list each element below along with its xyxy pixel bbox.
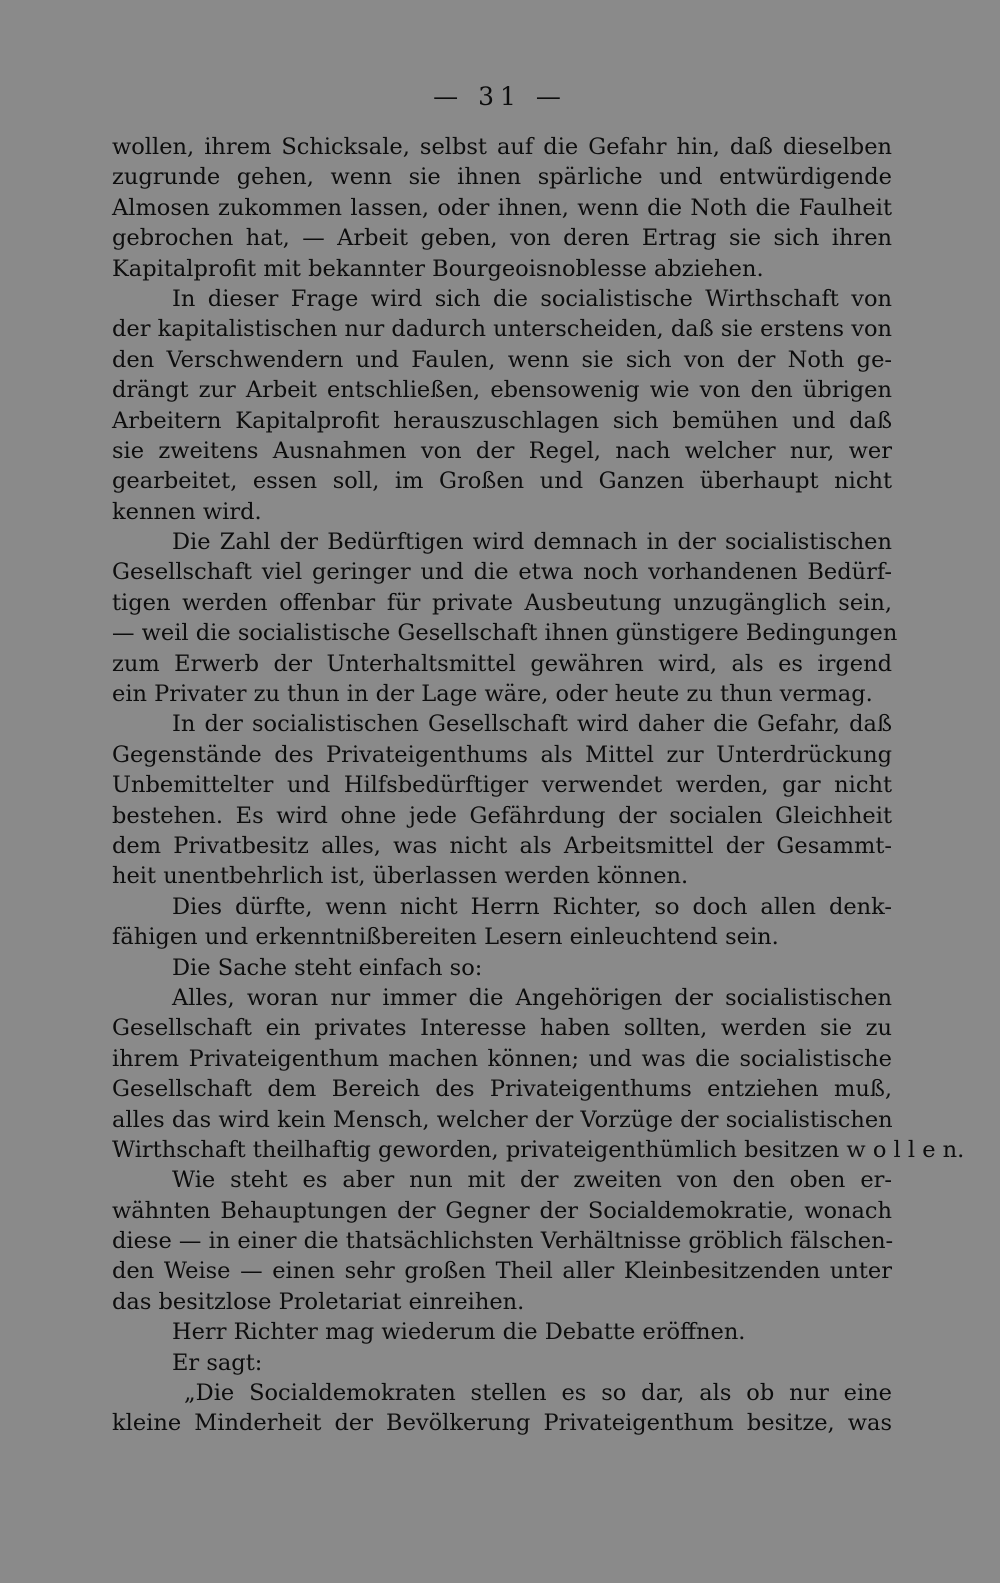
text-line: gearbeitet, essen soll, im Großen und Ganzen überhaupt nicht bbox=[112, 468, 892, 495]
text-line: dem Privatbesitz alles, was nicht als Arbeitsmittel der Gesammt- bbox=[112, 832, 892, 859]
text-line: den Verschwendern und Faulen, wenn sie sich von der Noth ge- bbox=[112, 346, 892, 373]
text-line: Arbeitern Kapitalprofit herauszuschlagen sich bemühen und daß bbox=[112, 407, 892, 434]
text-line: wollen, ihrem Schicksale, selbst auf die Gefahr hin, daß dieselben bbox=[112, 134, 892, 160]
text-line: wähnten Behauptungen der Gegner der Socialdemokratie, wonach bbox=[112, 1197, 892, 1224]
text-line: zugrunde gehen, wenn sie ihnen spärliche und entwürdigende bbox=[112, 164, 892, 191]
text-line: kleine Minderheit der Bevölkerung Privateigenthum besitze, was bbox=[112, 1410, 892, 1437]
text-line: Gesellschaft viel geringer und die etwa noch vorhandenen Bedürf- bbox=[112, 559, 892, 586]
body-text bbox=[112, 132, 965, 1439]
text-line: kennen wird. bbox=[112, 498, 262, 525]
text-line: tigen werden offenbar für private Ausbeutung unzugänglich sein, bbox=[112, 589, 892, 616]
text-line: Die Sache steht einfach so: bbox=[172, 954, 483, 981]
text-line: Wirthschaft theilhaftig geworden, privateigenthümlich besitzen w o l l e n. bbox=[112, 1136, 965, 1163]
text-line: Gegenstände des Privateigenthums als Mittel zur Unterdrückung bbox=[112, 741, 892, 768]
text-line: Almosen zukommen lassen, oder ihnen, wenn die Noth die Faulheit bbox=[112, 194, 892, 221]
text-line: Die Zahl der Bedürftigen wird demnach in der socialistischen bbox=[172, 529, 892, 556]
page-number: — 31 — bbox=[433, 82, 567, 111]
text-line: sie zweitens Ausnahmen von der Regel, nach welcher nur, wer bbox=[112, 437, 892, 464]
text-line: Gesellschaft ein privates Interesse haben sollten, werden sie zu bbox=[112, 1015, 892, 1042]
text-line: ihrem Privateigenthum machen können; und was die socialistische bbox=[112, 1045, 892, 1072]
text-line: den Weise — einen sehr großen Theil aller Kleinbesitzenden unter bbox=[112, 1258, 892, 1285]
text-line: Dies dürfte, wenn nicht Herrn Richter, so doch allen denk- bbox=[172, 893, 892, 920]
text-line: der kapitalistischen nur dadurch unterscheiden, daß sie erstens von bbox=[112, 316, 892, 343]
text-line: Unbemittelter und Hilfsbedürftiger verwendet werden, gar nicht bbox=[112, 772, 892, 799]
text-line: Er sagt: bbox=[172, 1349, 263, 1376]
text-line: zum Erwerb der Unterhaltsmittel gewähren wird, als es irgend bbox=[112, 650, 892, 677]
text-line: fähigen und erkenntnißbereiten Lesern einleuchtend sein. bbox=[112, 924, 779, 951]
text-line: Wie steht es aber nun mit der zweiten von den oben er- bbox=[172, 1167, 892, 1194]
text-line: Kapitalprofit mit bekannter Bourgeoisnoblesse abziehen. bbox=[112, 255, 764, 282]
text-line: In der socialistischen Gesellschaft wird daher die Gefahr, daß bbox=[172, 711, 892, 738]
text-line: alles das wird kein Mensch, welcher der Vorzüge der socialistischen bbox=[112, 1106, 893, 1133]
text-line: bestehen. Es wird ohne jede Gefährdung der socialen Gleichheit bbox=[112, 802, 892, 829]
text-line: das besitzlose Proletariat einreihen. bbox=[112, 1288, 525, 1315]
text-line: diese — in einer die thatsächlichsten Verhältnisse gröblich fälschen- bbox=[112, 1228, 894, 1255]
text-line: „Die Socialdemokraten stellen es so dar, als ob nur eine bbox=[184, 1380, 892, 1407]
text-line: heit unentbehrlich ist, überlassen werden können. bbox=[112, 863, 689, 890]
text-line: In dieser Frage wird sich die socialistische Wirthschaft von bbox=[172, 285, 892, 312]
text-line: Gesellschaft dem Bereich des Privateigenthums entziehen muß, bbox=[112, 1076, 892, 1103]
text-line: Alles, woran nur immer die Angehörigen der socialistischen bbox=[172, 984, 892, 1011]
text-line: — weil die socialistische Gesellschaft ihnen günstigere Bedingungen bbox=[112, 620, 898, 647]
text-line: drängt zur Arbeit entschließen, ebensowenig wie von den übrigen bbox=[112, 377, 892, 404]
text-line: gebrochen hat, — Arbeit geben, von deren Ertrag sie sich ihren bbox=[112, 225, 892, 252]
text-line: Herr Richter mag wiederum die Debatte eröffnen. bbox=[172, 1319, 746, 1346]
text-line: ein Privater zu thun in der Lage wäre, oder heute zu thun vermag. bbox=[112, 681, 873, 708]
